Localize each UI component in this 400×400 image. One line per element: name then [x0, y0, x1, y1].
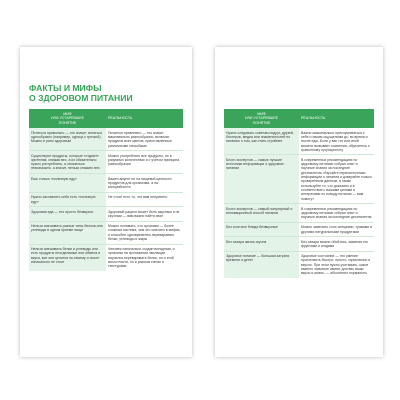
myth-column-header [29, 109, 106, 128]
myth-header-line: МИФ [257, 112, 266, 116]
table-row [224, 222, 374, 236]
table-row [224, 155, 374, 204]
reality-column-header: РЕАЛЬНОСТЬ [299, 109, 374, 128]
table-row [29, 207, 183, 221]
myth-cell: Здоровое питание — большая затрата времени и денег [224, 251, 299, 278]
reality-cell: Важен акцент не на пищевой ценности продуктов для организма, а на калорийности [106, 174, 183, 193]
table-row [224, 204, 374, 223]
table-header-row [29, 109, 183, 128]
myth-header-line: ПОНЯТИЕ [252, 120, 271, 125]
table-row [29, 192, 183, 206]
myth-cell: Нельзя смешивать разные типы белков или углеводы в одном приеме пищи [29, 221, 106, 244]
myth-cell: Без сахара жизнь скучна [224, 237, 299, 251]
reality-cell: Здоровое состояние — это умение приготовить быстро, просто, гармонично и вкусно. При этом нужно учитывать, какое именно значение имеют для вас ваши вкусы и жизнь, — абсолютно нормально [299, 251, 374, 278]
table-row [224, 128, 374, 155]
table-row [29, 174, 183, 193]
reality-cell: Можно понимать, что организм — более сложная система, чем это описано в мифах, и способен одновременно переваривать белки, углеводы и жиры [106, 221, 183, 244]
myth-column-header [224, 109, 299, 128]
myth-cell: Блоги экспертов — самый популярный и инновационный способ питания [224, 204, 299, 223]
table-row [224, 251, 374, 278]
reality-cell: В современных рекомендациях по здоровому питанию собран опыт и научные знания за последние десятилетия [299, 204, 374, 223]
myth-cell: Нужно следовать советам подруг, друзей, блогеров, медиа или знаменитостей по питанию о том, как стать стройнее [224, 128, 299, 155]
myth-cell: Нельзя смешивать белки и углеводы или есть продукты неотделимые или обмена и вкуса, все они ценятся по-своему и после изначально не стоит [29, 244, 106, 271]
myth-cell: Ешь только «полезную еду» [29, 174, 106, 193]
myth-header-line: МИФ [63, 112, 72, 116]
myths-table [29, 109, 183, 271]
reality-cell: Можно заменять соль специями, травами и другими натуральными продуктами [299, 222, 374, 236]
right-page [215, 47, 383, 357]
reality-cell: Питаться правильно — это значит максимально разнообразно, включая продукты всех цветов, приготовленные различными способами [106, 128, 183, 150]
myth-cell: Без соли все блюда безвкусные [224, 222, 299, 236]
table-row [29, 128, 183, 150]
reality-cell: Можно употреблять все продукты, но в разумных количествах и с учетом принципа разнообразия [106, 151, 183, 174]
myth-cell: Существуют продукты, которые «отдают» зрителям, снижая вес, а их обязательно нужно употреблять, а отказаться невозможно, а значит, нельзя снижать вес [29, 151, 106, 174]
title-line-2: О ЗДОРОВОМ ПИТАНИИ [29, 93, 133, 103]
page-title [29, 83, 183, 103]
myth-cell: Нужно заставлять себя есть «полезную еду» [29, 192, 106, 206]
myth-cell: Блоги экспертов — самые лучшие источники информации о здоровом питании [224, 155, 299, 204]
table-row [29, 244, 183, 271]
myth-cell: Здоровая еда — это просто безвкусно [29, 207, 106, 221]
table-header-row [224, 109, 374, 128]
title-line-1: ФАКТЫ И МИФЫ [29, 83, 102, 93]
reality-cell: Без сахара можно обойтись, заменяя его фруктами и ягодами [299, 237, 374, 251]
myth-cell: Питаться правильно — это значит питаться однообразно (например, курица с гречкой). Можно и рано здоровым [29, 128, 106, 150]
myth-header-line: ПОНЯТИЕ [58, 120, 77, 125]
table-row [224, 237, 374, 251]
myths-table-continued [224, 109, 374, 278]
reality-cell: Важно максимально прислушиваться к себе и своим ощущениям до, во время и после еды. Если у вас тот или иной момент вызывает сомнения, обратитесь к грамотному нутрициологу [299, 128, 374, 155]
myth-header-line: ИЛИ УСТАРЕВШЕЕ [50, 116, 85, 121]
left-page [20, 47, 192, 357]
reality-cell: Не стоит есть то, что вам неприятно [106, 192, 183, 206]
myth-header-line: ИЛИ УСТАРЕВШЕЕ [244, 116, 279, 121]
reality-cell: Человек изначально создан всеядным, и организм на протяжении эволюции научился переваривать белки, но и этой кислотности, но и разным типом и текстурами [106, 244, 183, 271]
reality-cell: Здоровый рацион может быть вкусным и не скучным — вам важно найти свое [106, 207, 183, 221]
reality-cell: В современных рекомендациях по здоровому питанию собран опыт и научные знания за последние десятилетия. Изучайте первоисточники информации о питании и доверяйте только проверенным данным, а также используйте то, что доказано и в соответствии с вашими целями и интересами по поводу питания — вам помогут [299, 155, 374, 204]
reality-column-header: РЕАЛЬНОСТЬ [106, 109, 183, 128]
table-row [29, 221, 183, 244]
table-row [29, 151, 183, 174]
